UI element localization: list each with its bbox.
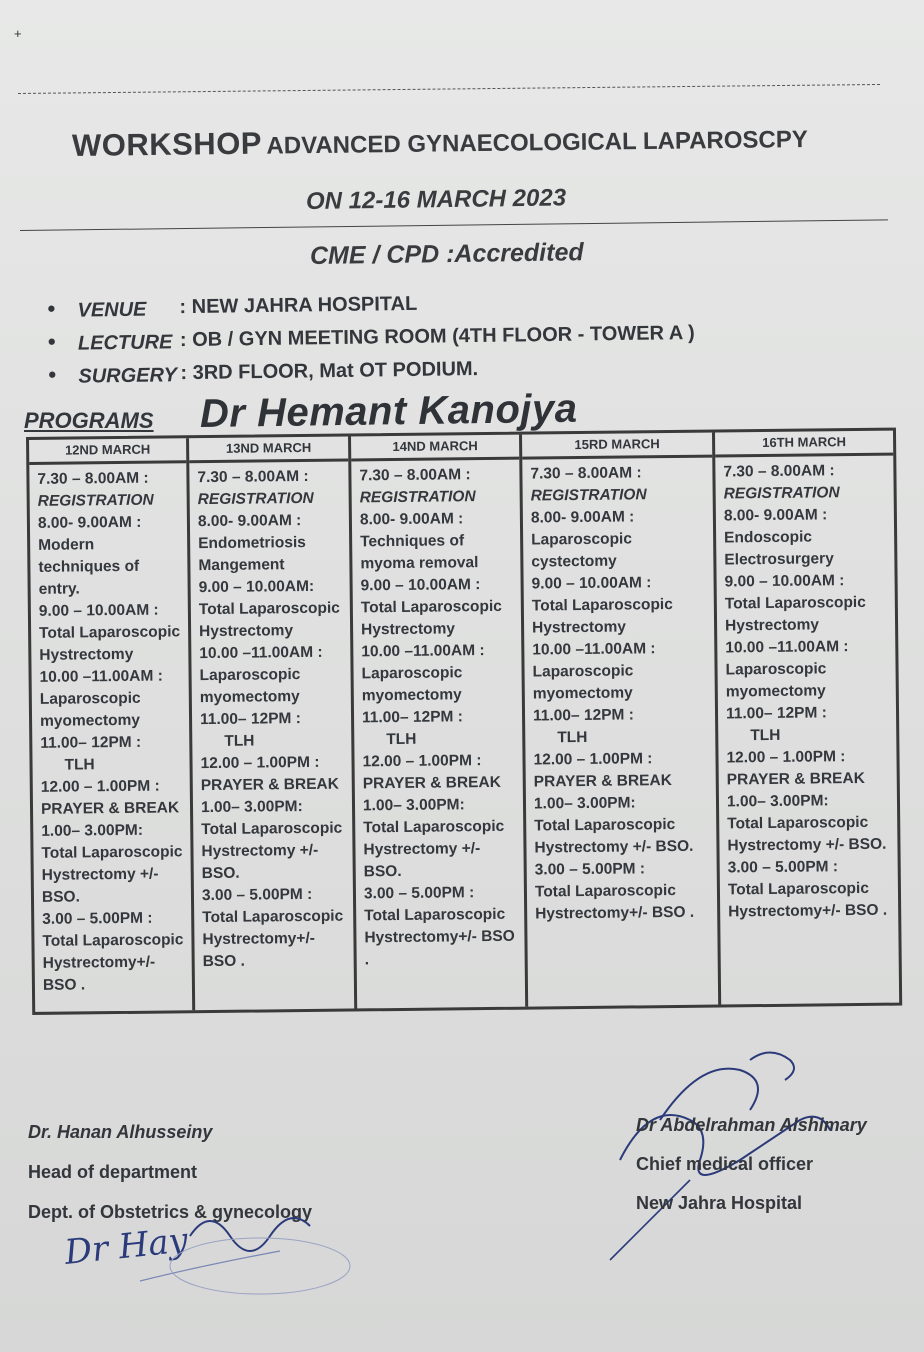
- schedule-line: REGISTRATION: [37, 491, 154, 510]
- schedule-line: .: [364, 951, 370, 969]
- schedule-line: Endometriosis: [198, 533, 306, 553]
- schedule-line: BSO .: [42, 976, 86, 994]
- signatory-org: New Jahra Hospital: [636, 1193, 803, 1213]
- workshop-date: ON 12-16 MARCH 2023: [305, 184, 567, 215]
- schedule-line: Hystrectomy +/-: [201, 841, 319, 861]
- schedule-line: Total Laparoscopic: [724, 593, 866, 613]
- day-column: [522, 433, 721, 1007]
- schedule-line: Hystrectomy +/- BSO.: [727, 835, 887, 855]
- signature-text: Dr Hay: [62, 1220, 190, 1273]
- schedule-line: Total Laparoscopic: [531, 596, 673, 615]
- schedule-line: Total Laparoscopic: [534, 881, 677, 901]
- day-column: [29, 438, 195, 1012]
- signatory-name: Dr Abdelrahman Alshimary: [636, 1115, 867, 1135]
- schedule-line: Laparoscopic: [532, 662, 634, 681]
- schedule-line: myomectomy: [725, 682, 826, 701]
- title-big: WORKSHOP: [71, 125, 263, 163]
- schedule-line: 12.00 – 1.00PM :: [726, 748, 846, 767]
- schedule-line: Total Laparoscopic: [39, 623, 181, 642]
- schedule-line: 9.00 – 10.00AM :: [724, 572, 845, 591]
- info-label: SURGERY: [78, 364, 178, 388]
- schedule-line: 1.00– 3.00PM:: [41, 821, 144, 840]
- schedule-line: TLH: [557, 728, 588, 747]
- schedule-line: 12.00 – 1.00PM :: [362, 752, 482, 771]
- schedule-line: Total Laparoscopic: [727, 813, 869, 833]
- schedule-table: [26, 428, 902, 1015]
- day-body: [715, 456, 898, 924]
- info-value: : NEW JAHRA HOSPITAL: [179, 292, 418, 319]
- workshop-title: [72, 119, 842, 164]
- schedule-line: Total Laparoscopic: [41, 843, 183, 862]
- schedule-line: Hystrectomy +/- BSO.: [534, 837, 694, 857]
- schedule-line: Total Laparoscopic: [364, 905, 506, 925]
- schedule-line: myomectomy: [532, 684, 633, 703]
- schedule-line: Total Laparoscopic: [202, 907, 344, 927]
- schedule-line: cystectomy: [531, 552, 617, 571]
- schedule-line: Hystrectomy+/- BSO .: [728, 901, 888, 921]
- schedule-line: 10.00 –11.00AM :: [199, 643, 323, 663]
- schedule-line: PRAYER & BREAK: [533, 772, 672, 791]
- schedule-line: BSO .: [202, 952, 245, 971]
- schedule-line: Endoscopic: [724, 528, 813, 547]
- schedule-line: Hystrectomy+/-: [42, 953, 156, 972]
- info-label: LECTURE: [77, 331, 173, 355]
- programs-heading: PROGRAMS: [24, 408, 154, 433]
- schedule-line: Mangement: [198, 556, 285, 575]
- schedule-line: 12.00 – 1.00PM :: [200, 753, 320, 773]
- day-body: [189, 462, 354, 974]
- schedule-line: techniques of: [38, 557, 140, 576]
- signatory-name: Dr. Hanan Alhusseiny: [28, 1122, 213, 1142]
- plus-mark: +: [14, 26, 22, 41]
- schedule-line: Laparoscopic: [199, 666, 301, 685]
- schedule-line: Hystrectomy: [724, 616, 820, 635]
- schedule-line: Hystrectomy: [199, 622, 294, 641]
- schedule-line: Hystrectomy +/-: [41, 865, 159, 884]
- schedule-line: 8.00- 9.00AM :: [197, 512, 302, 531]
- schedule-line: 1.00– 3.00PM:: [200, 798, 303, 817]
- schedule-line: 7.30 – 8.00AM :: [359, 466, 471, 485]
- schedule-line: 7.30 – 8.00AM :: [37, 469, 149, 488]
- bullet-icon: •: [48, 361, 57, 387]
- schedule-line: 7.30 – 8.00AM :: [723, 462, 835, 481]
- schedule-line: Laparoscopic: [725, 660, 827, 679]
- schedule-line: Laparoscopic: [531, 530, 633, 549]
- day-column: [715, 431, 899, 1005]
- dashed-rule: [18, 84, 880, 94]
- schedule-line: myomectomy: [361, 686, 462, 705]
- day-column: [351, 435, 528, 1009]
- schedule-line: Hystrectomy+/-: [202, 929, 315, 949]
- schedule-line: 12.00 – 1.00PM :: [533, 750, 653, 769]
- schedule-line: REGISTRATION: [723, 484, 840, 503]
- schedule-line: TLH: [750, 726, 781, 745]
- schedule-line: Total Laparoscopic: [201, 819, 343, 839]
- schedule-line: TLH: [386, 730, 417, 749]
- schedule-line: REGISTRATION: [359, 488, 476, 507]
- schedule-line: 12.00 – 1.00PM :: [40, 777, 160, 796]
- schedule-line: 1.00– 3.00PM:: [533, 794, 636, 813]
- schedule-line: myoma removal: [360, 554, 479, 573]
- schedule-line: 8.00- 9.00AM :: [530, 508, 635, 527]
- schedule-line: Total Laparoscopic: [363, 817, 505, 837]
- schedule-line: Hystrectomy: [361, 620, 456, 639]
- schedule-line: BSO.: [41, 888, 80, 906]
- schedule-line: Techniques of: [360, 532, 465, 551]
- schedule-line: 11.00– 12PM :: [725, 704, 827, 723]
- doctor-name: Dr Hemant Kanojya: [199, 386, 578, 436]
- schedule-line: Total Laparoscopic: [198, 599, 340, 619]
- schedule-line: 10.00 –11.00AM :: [725, 638, 849, 657]
- schedule-line: 11.00– 12PM :: [361, 708, 463, 727]
- schedule-line: 1.00– 3.00PM:: [726, 792, 829, 811]
- schedule-line: REGISTRATION: [197, 489, 314, 509]
- day-body: [29, 463, 192, 997]
- schedule-line: 10.00 –11.00AM :: [39, 667, 163, 686]
- schedule-line: Hystrectomy: [532, 618, 627, 637]
- schedule-line: BSO.: [363, 862, 402, 881]
- schedule-line: PRAYER & BREAK: [726, 769, 865, 789]
- schedule-line: 3.00 – 5.00PM :: [727, 858, 839, 877]
- schedule-line: Hystrectomy+/- BSO .: [535, 903, 695, 923]
- schedule-line: 1.00– 3.00PM:: [362, 796, 465, 815]
- schedule-line: 8.00- 9.00AM :: [359, 510, 464, 529]
- day-body: [522, 458, 717, 926]
- signatory-dept: Dept. of Obstetrics & gynecology: [28, 1202, 313, 1222]
- schedule-line: Electrosurgery: [724, 550, 834, 569]
- day-header: 15RD MARCH: [522, 433, 712, 460]
- schedule-line: 7.30 – 8.00AM :: [530, 464, 642, 483]
- schedule-line: PRAYER & BREAK: [40, 799, 180, 818]
- bullet-icon: •: [47, 328, 56, 354]
- schedule-line: PRAYER & BREAK: [362, 773, 501, 793]
- signatory-role: Chief medical officer: [636, 1154, 814, 1174]
- signature-stroke: [750, 1053, 794, 1081]
- schedule-line: Hystrectomy: [39, 645, 134, 664]
- schedule-line: 9.00 – 10.00AM :: [38, 601, 159, 620]
- schedule-line: 9.00 – 10.00AM :: [360, 576, 481, 595]
- schedule-line: 9.00 – 10.00AM :: [531, 574, 652, 593]
- title-rule: [20, 219, 888, 231]
- schedule-line: 10.00 –11.00AM :: [532, 640, 656, 659]
- schedule-line: entry.: [38, 580, 80, 598]
- schedule-line: Total Laparoscopic: [360, 597, 502, 617]
- day-header: 14ND MARCH: [351, 435, 519, 462]
- schedule-line: TLH: [64, 756, 95, 774]
- day-header: 16TH MARCH: [715, 431, 893, 458]
- schedule-line: 7.30 – 8.00AM :: [197, 467, 309, 487]
- schedule-line: 9.00 – 10.00AM:: [198, 577, 315, 597]
- schedule-line: 11.00– 12PM :: [199, 710, 301, 729]
- schedule-line: myomectomy: [199, 688, 300, 707]
- bullet-icon: •: [47, 295, 56, 322]
- schedule-line: 11.00– 12PM :: [40, 733, 142, 752]
- schedule-line: Laparoscopic: [39, 689, 141, 708]
- schedule-line: Hystrectomy +/-: [363, 840, 481, 859]
- handwritten-signature-left: [60, 1196, 360, 1326]
- signatory-role: Head of department: [28, 1162, 198, 1182]
- schedule-line: Hystrectomy+/- BSO: [364, 927, 515, 947]
- info-label: VENUE: [77, 298, 147, 322]
- schedule-line: 8.00- 9.00AM :: [37, 513, 142, 532]
- schedule-line: PRAYER & BREAK: [200, 775, 339, 795]
- day-header: 13ND MARCH: [189, 437, 348, 464]
- schedule-line: Laparoscopic: [361, 664, 463, 683]
- day-column: [189, 436, 357, 1010]
- schedule-line: 3.00 – 5.00PM :: [363, 884, 475, 903]
- schedule-line: 3.00 – 5.00PM :: [201, 885, 313, 905]
- accreditation-line: CME / CPD :Accredited: [309, 238, 584, 270]
- schedule-line: 10.00 –11.00AM :: [361, 642, 485, 661]
- day-body: [351, 460, 525, 972]
- schedule-line: 3.00 – 5.00PM :: [534, 860, 646, 879]
- day-header: 12ND MARCH: [29, 438, 186, 465]
- schedule-line: Modern: [38, 536, 95, 554]
- schedule-line: Total Laparoscopic: [727, 879, 869, 899]
- schedule-line: 11.00– 12PM :: [532, 706, 634, 725]
- signatory-right: [636, 1106, 867, 1223]
- schedule-line: BSO.: [201, 864, 240, 883]
- schedule-line: 3.00 – 5.00PM :: [42, 909, 153, 928]
- title-rest: ADVANCED GYNAECOLOGICAL LAPAROSCPY: [266, 126, 808, 160]
- schedule-line: REGISTRATION: [530, 486, 647, 505]
- schedule-line: myomectomy: [39, 711, 141, 730]
- info-value: : 3RD FLOOR, Mat OT PODIUM.: [180, 357, 479, 385]
- schedule-line: TLH: [224, 732, 255, 750]
- schedule-line: Total Laparoscopic: [534, 815, 676, 835]
- schedule-line: 8.00- 9.00AM :: [723, 506, 828, 525]
- schedule-line: Total Laparoscopic: [42, 931, 184, 950]
- info-list: [47, 285, 828, 395]
- info-value: : OB / GYN MEETING ROOM (4TH FLOOR - TOWER A ): [179, 321, 695, 352]
- signature-stroke: [190, 1218, 310, 1251]
